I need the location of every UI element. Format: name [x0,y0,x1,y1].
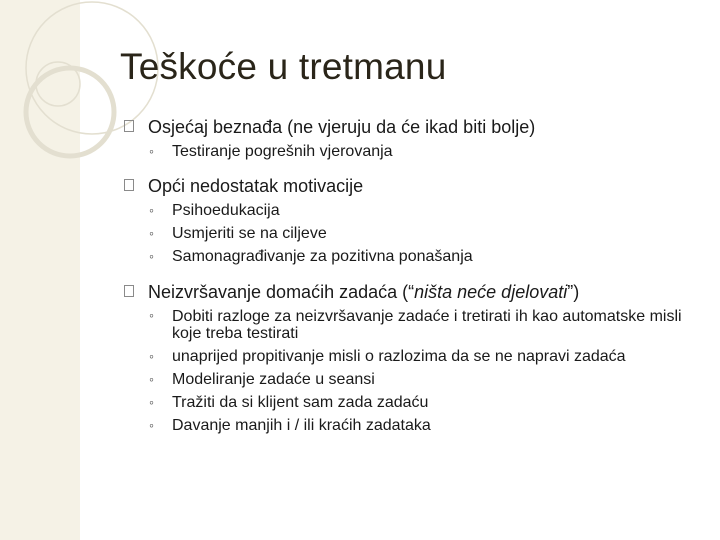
circle-bullet-icon: ◦ [149,394,154,410]
sub-item-text: Davanje manjih i / ili kraćih zadataka [172,417,431,434]
sub-item [124,345,714,368]
sub-item [124,414,714,437]
sub-list [124,140,714,163]
sub-list [124,305,714,437]
sub-item [124,368,714,391]
circle-bullet-icon: ◦ [149,417,154,433]
square-bullet-icon [124,179,134,191]
sub-item-text: Dobiti razloge za neizvršavanje zadaće i tretirati ih kao automatske misli koje treba testirati [172,308,682,342]
sub-item [124,199,714,222]
sub-item-text: Samonagrađivanje za pozitivna ponašanja [172,248,473,265]
square-bullet-icon [124,285,134,297]
bullet-text-after: ”) [567,282,580,302]
sub-item-text: unaprijed propitivanje misli o razlozima da se ne napravi zadaća [172,348,626,365]
bullet-text-before: Neizvršavanje domaćih zadaća (“ [148,282,415,302]
sub-item [124,391,714,414]
sub-item-text: Usmjeriti se na ciljeve [172,225,327,242]
circle-bullet-icon: ◦ [149,307,154,323]
sub-item-text: Modeliranje zadaće u seansi [172,371,375,388]
circle-bullet-icon: ◦ [149,202,154,218]
circle-bullet-icon: ◦ [149,248,154,264]
section-hopelessness [124,114,714,163]
bullet-text: Opći nedostatak motivacije [148,176,364,196]
bullet-text-italic: ništa neće djelovati [414,282,568,302]
sub-item-text: Psihoedukacija [172,202,280,219]
sub-item [124,305,714,345]
slide-title: Teškoće u tretmanu [120,46,447,87]
sub-item [124,140,714,163]
square-bullet-icon [124,120,134,132]
circle-bullet-icon: ◦ [149,225,154,241]
sub-item-text: Testiranje pogrešnih vjerovanja [172,143,393,160]
section-motivation [124,173,714,268]
left-decorative-band [0,0,80,540]
sub-item-text: Tražiti da si klijent sam zada zadaću [172,394,429,411]
bullet-text: Osjećaj beznađa (ne vjeruju da će ikad biti bolje) [148,117,536,137]
circle-bullet-icon: ◦ [149,371,154,387]
bullet-item [124,279,714,305]
slide-content [124,114,714,437]
sub-list [124,199,714,268]
bullet-item [124,173,714,199]
section-homework [124,279,714,437]
bullet-item [124,114,714,140]
sub-item [124,245,714,268]
sub-item [124,222,714,245]
circle-bullet-icon: ◦ [149,143,154,159]
circle-bullet-icon: ◦ [149,348,154,364]
